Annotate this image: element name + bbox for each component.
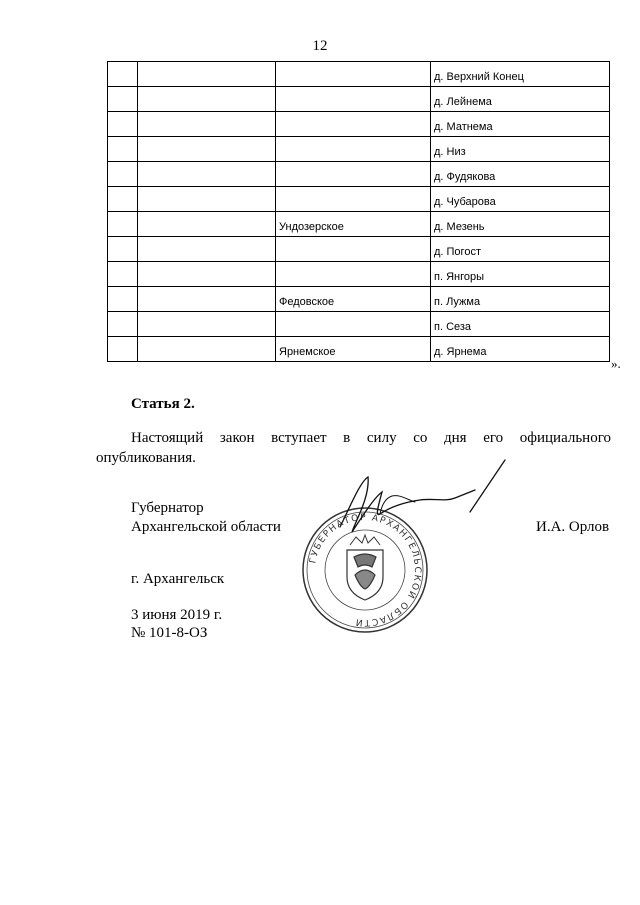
table-cell-col4: д. Низ xyxy=(431,137,610,162)
table-row xyxy=(108,337,610,362)
table-cell-col1 xyxy=(108,312,138,337)
table-cell-col3: Ундозерское xyxy=(276,212,431,237)
table-row xyxy=(108,287,610,312)
table-cell-col3: Федовское xyxy=(276,287,431,312)
table-row xyxy=(108,262,610,287)
place: г. Архангельск xyxy=(131,571,225,587)
table-row xyxy=(108,312,610,337)
table-cell-col1 xyxy=(108,162,138,187)
article-body: Настоящий закон вступает в силу со дня его официального опубликования. xyxy=(96,430,611,466)
table-cell-col1 xyxy=(108,212,138,237)
table-row xyxy=(108,237,610,262)
table-cell-col4: д. Мезень xyxy=(431,212,610,237)
table-row xyxy=(108,112,610,137)
table-cell-col1 xyxy=(108,137,138,162)
signatory-name: И.А. Орлов xyxy=(536,519,610,535)
table-cell-col1 xyxy=(108,337,138,362)
table-cell-col1 xyxy=(108,287,138,312)
table-cell-col3 xyxy=(276,62,431,87)
table-cell-col3 xyxy=(276,187,431,212)
table-cell-col2 xyxy=(138,137,276,162)
table-cell-col2 xyxy=(138,162,276,187)
table-cell-col1 xyxy=(108,112,138,137)
table-cell-col2 xyxy=(138,187,276,212)
article-title: Статья 2. xyxy=(131,396,195,412)
signatory-position: Губернатор xyxy=(131,500,204,516)
table-row xyxy=(108,137,610,162)
table-cell-col4: п. Сеза xyxy=(431,312,610,337)
table-cell-col3 xyxy=(276,137,431,162)
table-cell-col2 xyxy=(138,262,276,287)
table-cell-col2 xyxy=(138,112,276,137)
table-cell-col4: д. Матнема xyxy=(431,112,610,137)
table-cell-col1 xyxy=(108,62,138,87)
table-row xyxy=(108,187,610,212)
table-cell-col2 xyxy=(138,237,276,262)
table-cell-col4: д. Ярнема xyxy=(431,337,610,362)
table-cell-col1 xyxy=(108,187,138,212)
signatory-region: Архангельской области xyxy=(131,519,281,535)
table-cell-col3 xyxy=(276,312,431,337)
table-cell-col2 xyxy=(138,287,276,312)
table-cell-col3 xyxy=(276,237,431,262)
table-cell-col3 xyxy=(276,87,431,112)
table-cell-col4: д. Фудякова xyxy=(431,162,610,187)
page-number: 12 xyxy=(312,38,328,54)
table-cell-col2 xyxy=(138,87,276,112)
table-row xyxy=(108,87,610,112)
signature xyxy=(320,452,520,542)
table-row xyxy=(108,212,610,237)
table-cell-col1 xyxy=(108,87,138,112)
table-cell-col3 xyxy=(276,112,431,137)
table-cell-col4: п. Янгоры xyxy=(431,262,610,287)
table-cell-col1 xyxy=(108,262,138,287)
table-cell-col4: д. Чубарова xyxy=(431,187,610,212)
table-cell-col4: д. Погост xyxy=(431,237,610,262)
table-row xyxy=(108,62,610,87)
document-number: № 101-8-ОЗ xyxy=(131,625,208,641)
table-cell-col2 xyxy=(138,212,276,237)
table-cell-col2 xyxy=(138,312,276,337)
date: 3 июня 2019 г. xyxy=(131,607,223,623)
table-row xyxy=(108,162,610,187)
table-cell-col2 xyxy=(138,62,276,87)
table-cell-col1 xyxy=(108,237,138,262)
table-cell-col3 xyxy=(276,262,431,287)
seal-text: ГУБЕРНАТОР АРХАНГЕЛЬСКОЙ ОБЛАСТИ xyxy=(308,512,423,628)
table-cell-col3 xyxy=(276,162,431,187)
settlements-table xyxy=(107,61,610,362)
table-cell-col2 xyxy=(138,337,276,362)
coat-of-arms-icon xyxy=(347,535,383,600)
table-cell-col4: д. Верхний Конец xyxy=(431,62,610,87)
table-cell-col4: д. Лейнема xyxy=(431,87,610,112)
closing-quote: ». xyxy=(611,356,621,371)
table-cell-col4: п. Лужма xyxy=(431,287,610,312)
table-cell-col3: Ярнемское xyxy=(276,337,431,362)
